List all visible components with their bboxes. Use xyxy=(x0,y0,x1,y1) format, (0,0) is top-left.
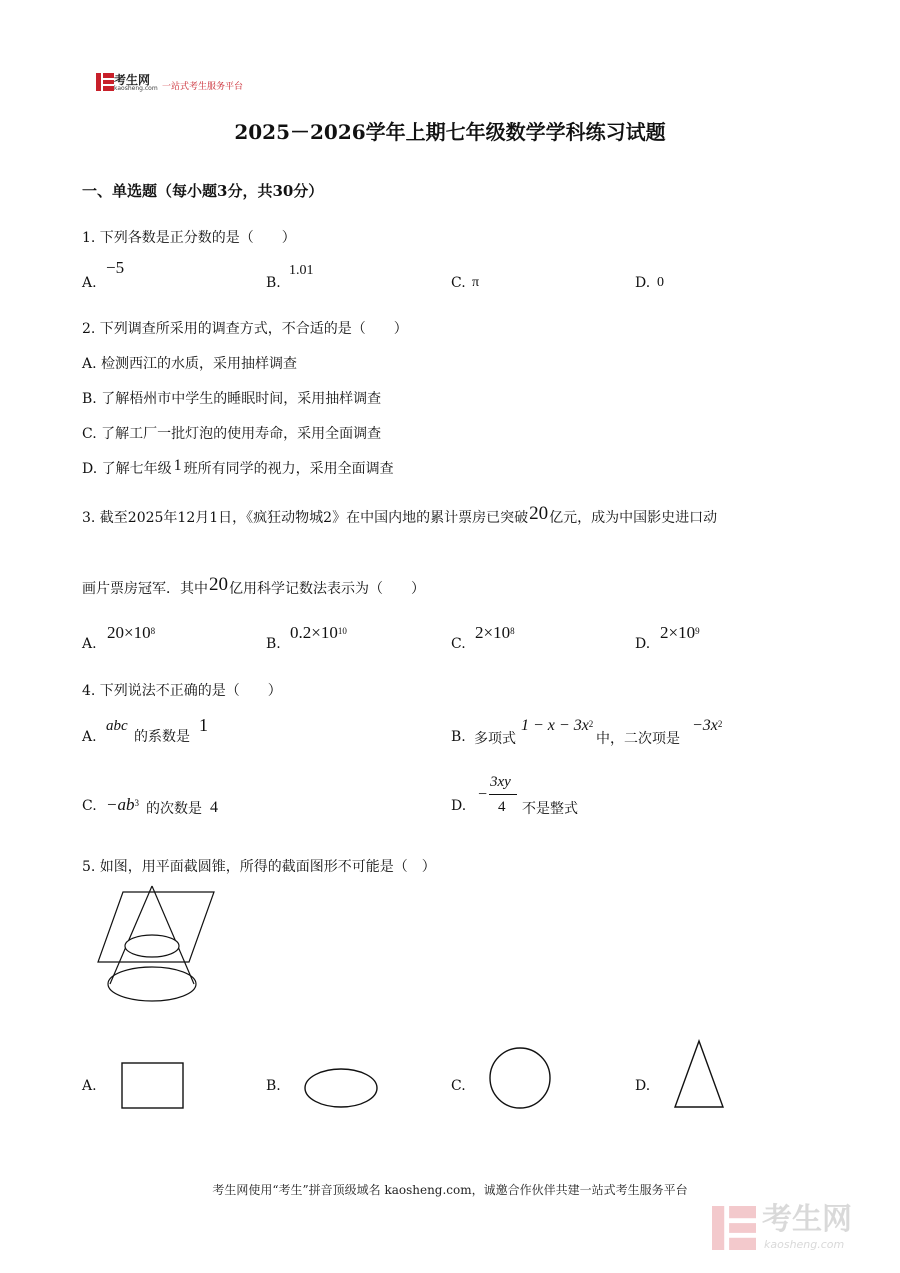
q3-option-c-label: C. xyxy=(451,636,466,652)
cone-base-ellipse xyxy=(108,967,196,1001)
q4-b-exp: 2 xyxy=(588,719,594,729)
q2-option-c: C. 了解工厂一批灯泡的使用寿命，采用全面调查 xyxy=(82,426,382,442)
q4-option-b-expr2 xyxy=(692,717,722,735)
cone-section-figure xyxy=(96,884,216,1008)
q3-option-a-value xyxy=(107,624,155,642)
q1-option-d-label: D. xyxy=(635,275,651,291)
q3-b-base: 0.2×10 xyxy=(290,623,338,642)
q1-option-b-label: B. xyxy=(266,275,281,291)
q4-option-a-text: 的系数是 xyxy=(134,729,190,745)
watermark-domain: kaosheng.com xyxy=(764,1238,845,1251)
q3-line1 xyxy=(82,503,718,527)
q3-option-a-label: A. xyxy=(82,636,97,652)
q4-option-d-text: 不是整式 xyxy=(522,801,578,817)
q4-option-a-expr: abc xyxy=(106,718,128,734)
watermark-logo-icon xyxy=(712,1206,756,1250)
q4-option-d-denominator: 4 xyxy=(498,799,506,815)
q3-c-base: 2×10 xyxy=(475,623,511,642)
q3-option-c-value xyxy=(475,624,515,642)
q3-line2-post: 亿用科学记数法表示为（ ） xyxy=(229,581,425,597)
q4-option-d-neg: − xyxy=(478,786,488,803)
triangle-shape xyxy=(673,1039,725,1109)
q3-option-d-label: D. xyxy=(635,636,651,652)
q4-option-c-label: C. xyxy=(82,798,97,814)
q3-line1-post: 亿元，成为中国影史进口动 xyxy=(549,510,718,526)
q4-option-a-label: A. xyxy=(82,729,97,745)
watermark xyxy=(712,1202,880,1254)
q4-stem: 4. 下列说法不正确的是（ ） xyxy=(82,683,282,699)
q1-stem: 1. 下列各数是正分数的是（ ） xyxy=(82,230,296,246)
q5-option-b-label: B. xyxy=(266,1078,281,1094)
q1-option-a-value: −5 xyxy=(106,258,125,277)
q5-option-d-label: D. xyxy=(635,1078,651,1094)
section-heading: 一、单选题（每小题3分，共30分） xyxy=(82,182,324,200)
q3-option-d-value xyxy=(660,624,700,642)
section-ellipse xyxy=(125,935,179,957)
q3-line1-num: 20 xyxy=(529,503,549,524)
q2-option-d xyxy=(82,457,394,478)
q1-option-c-value: π xyxy=(472,275,480,290)
q1-option-b-value: 1.01 xyxy=(289,263,314,278)
q4-option-d-numerator: 3xy xyxy=(490,774,511,790)
q1-option-d-value: 0 xyxy=(657,275,664,290)
q2-option-d-pre: D. 了解七年级 xyxy=(82,461,172,477)
q4-option-b-expr xyxy=(521,717,593,735)
q4-option-d-label: D. xyxy=(451,798,467,814)
q2-option-d-post: 班所有同学的视力，采用全面调查 xyxy=(183,461,394,477)
page-title: 2025－2026学年上期七年级数学学科练习试题 xyxy=(234,120,666,144)
logo-domain: kaosheng.com xyxy=(114,85,158,92)
q3-line1-pre: 3. 截至2025年12月1日，《疯狂动物城2》在中国内地的累计票房已突破 xyxy=(82,510,529,526)
q4-option-c-text: 的次数是 xyxy=(146,801,202,817)
q4-option-b-text2: 中，二次项是 xyxy=(596,731,680,747)
q4-c-expr: −ab xyxy=(106,795,135,814)
q1-option-c-label: C. xyxy=(451,275,466,291)
q3-c-exp: 8 xyxy=(510,626,515,636)
q4-option-c-expr xyxy=(106,796,139,814)
rectangle-shape xyxy=(121,1062,185,1110)
q3-option-b-label: B. xyxy=(266,636,281,652)
q4-option-c-num: 4 xyxy=(210,799,218,816)
q3-d-exp: 9 xyxy=(695,626,700,636)
q1-option-a-label: A. xyxy=(82,275,97,291)
q2-option-a: A. 检测西江的水质，采用抽样调查 xyxy=(82,356,298,372)
q3-line2-pre: 画片票房冠军．其中 xyxy=(82,581,208,597)
q3-line2-num: 20 xyxy=(209,574,228,595)
q3-line2 xyxy=(82,574,425,598)
kaosheng-logo-icon xyxy=(96,73,114,91)
q4-option-b-text1: 多项式 xyxy=(474,731,516,747)
q5-option-a-label: A. xyxy=(82,1078,97,1094)
q2-option-d-num: 1 xyxy=(173,457,182,474)
circle-shape xyxy=(488,1046,552,1110)
ellipse-shape xyxy=(303,1067,379,1109)
q4-c-exp: 3 xyxy=(134,798,139,808)
q4-b-exp2: 2 xyxy=(717,719,723,729)
logo-name: 考生网 xyxy=(114,73,151,87)
logo-slogan: 一站式考生服务平台 xyxy=(162,82,244,92)
q3-b-exp: 10 xyxy=(337,626,347,636)
q3-a-base: 20×10 xyxy=(107,623,151,642)
q5-option-c-label: C. xyxy=(451,1078,466,1094)
q4-option-d-fraction-bar xyxy=(489,794,517,795)
q2-stem: 2. 下列调查所采用的调查方式，不合适的是（ ） xyxy=(82,321,408,337)
q2-option-b: B. 了解梧州市中学生的睡眠时间，采用抽样调查 xyxy=(82,391,382,407)
q4-option-b-label: B. xyxy=(451,729,466,745)
q5-stem: 5. 如图，用平面截圆锥，所得的截面图形不可能是（ ） xyxy=(82,859,436,875)
q3-d-base: 2×10 xyxy=(660,623,696,642)
q4-option-a-num: 1 xyxy=(199,715,208,735)
q3-a-exp: 8 xyxy=(150,626,156,636)
watermark-name: 考生网 xyxy=(762,1202,852,1237)
q3-option-b-value xyxy=(290,624,347,642)
q4-b-expr: 1 − x − 3x xyxy=(521,717,589,734)
footer-text: 考生网使用“考生”拼音顶级域名 kaosheng.com，诚邀合作伙伴共建一站式考生服务平台 xyxy=(212,1183,688,1197)
q4-b-expr2: −3x xyxy=(692,717,718,734)
